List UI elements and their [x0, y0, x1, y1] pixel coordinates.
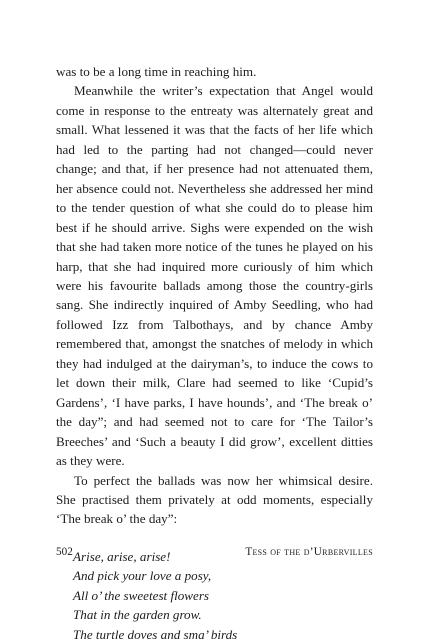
ballad-verse [73, 547, 373, 644]
verse-line: The turtle doves and sma’ birds [73, 626, 238, 642]
verse-line: That in the garden grow. [73, 607, 202, 623]
paragraph-opening: was to be a long time in reaching him. [56, 64, 257, 79]
verse-line: All o’ the sweetest flowers [73, 587, 210, 603]
running-head: Tess of the d’Urbervilles [245, 546, 373, 558]
paragraph-ballads: To perfect the ballads was now her whimsical desire. She practised them privately at odd moments, especially ‘The break o’ the day”: [56, 472, 373, 527]
verse-line: And pick your love a posy, [73, 568, 212, 584]
verse-line: Arise, arise, arise! [73, 548, 171, 564]
page-number: 502 [56, 546, 73, 558]
page-footer [56, 544, 373, 560]
paragraph-expectation: Meanwhile the writer’s expectation that Angel would come in response to the entreaty was alternately great and small. What lessened it was that the facts of her life which had led to the parting had not changed—could never change; and that, if her presence had not attenuated them, her absence could not. Nevertheless she addressed her mind to the tender question of what she could do to please him best if he should arrive. Sighs were expended on the wish that she had taken more notice of the tunes he played on his harp, that she had inquired more curiously of him which were his favourite ballads among those the country-girls sang. She indirectly inquired of Amby Seedling, who had followed Izz from Talbothays, and by chance Amby remembered that, amongst the snatches of melody in which they had indulged at the dairyman’s, to induce the cows to let down their milk, Clare had seemed to like ‘Cupid’s Gardens’, ‘I have parks, I have hounds’, and ‘The break o’ the day”; and had seemed not to care for ‘The Tailor’s Breeches’ and ‘Such a beauty I did grow’, excellent ditties as they were. [56, 83, 373, 469]
